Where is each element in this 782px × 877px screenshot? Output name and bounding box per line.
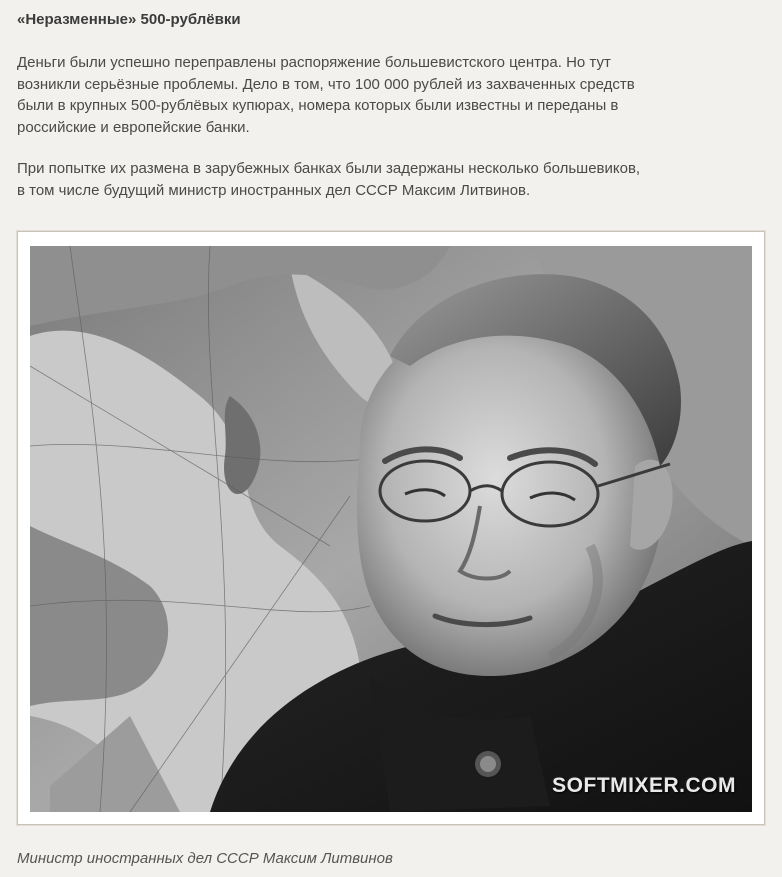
watermark: SOFTMIXER.COM (552, 774, 736, 797)
photo-frame (17, 231, 765, 825)
paragraph-1-line-2: возникли серьёзные проблемы. Дело в том, что 100 000 рублей из захваченных средств (17, 75, 635, 93)
photo-caption: Министр иностранных дел СССР Максим Литвинов (17, 850, 393, 867)
paragraph-1-line-1: Деньги были успешно переправлены распоряжение большевистского центра. Но тут (17, 54, 611, 71)
article-body (17, 0, 772, 201)
paragraph-2-line-2: в том числе будущий министр иностранных дел СССР Максим Литвинов. (17, 181, 531, 199)
portrait-image (30, 246, 752, 812)
section-heading: «Неразменные» 500-рублёвки (17, 11, 241, 28)
paragraph-1-line-4: российские и европейские банки. (17, 118, 250, 136)
paragraph-1 (17, 52, 772, 138)
paragraph-1-line-3: были в крупных 500-рублёвых купюрах, номера которых были известны и переданы в (17, 97, 619, 114)
paragraph-2-line-1: При попытке их размена в зарубежных банках были задержаны несколько большевиков, (17, 160, 641, 177)
paragraph-2 (17, 158, 772, 201)
portrait-photo (30, 246, 752, 812)
